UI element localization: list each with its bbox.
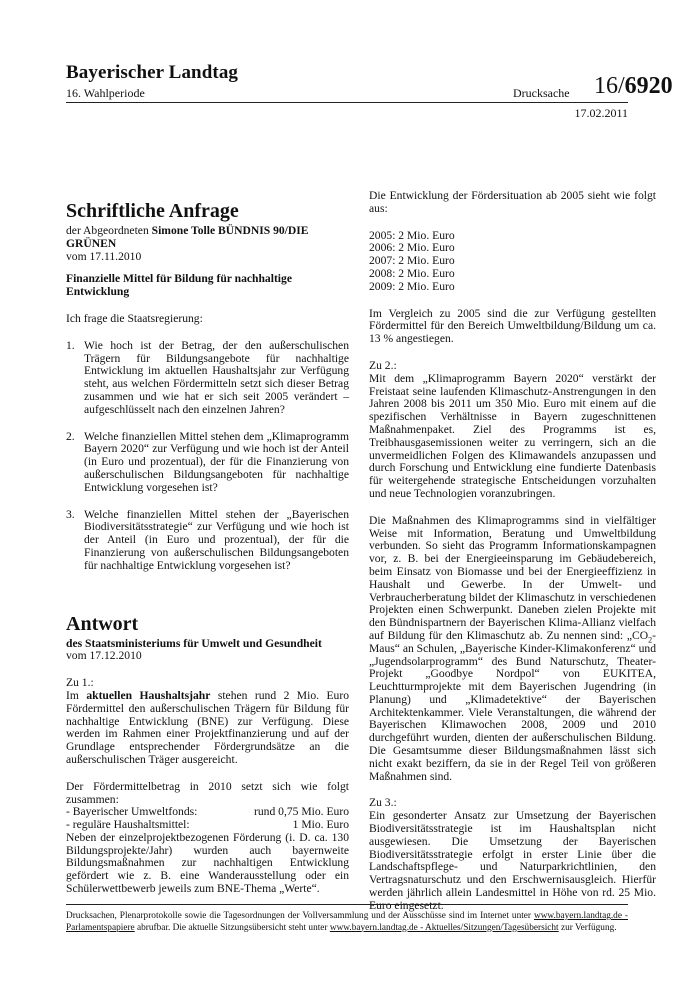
footer-text-3: zur Verfügung. (558, 922, 617, 933)
footer-rule (66, 904, 628, 905)
question-2-text: Welche finanziellen Mittel stehen dem „Klimaprogramm Bayern 2020“ zur Verfügung und wie hoch ist der Anteil (in Euro und prozentual), der für die Finanzierung von außerschulischen Bildungsangeboten für nachhaltige Entwicklung vorgesehen ist? (84, 429, 349, 494)
footer-link-parlamentspapiere[interactable]: www.bayern.landtag.de - Parlamentspapiere (66, 911, 628, 933)
footer-text-1: Drucksachen, Plenarprotokolle sowie die Tagesordnungen der Vollversammlung und der Ausschüsse sind im Internet unter (66, 911, 534, 921)
anfrage-intro: Ich frage die Staatsregierung: (66, 311, 203, 325)
zu3-label: Zu 3.: (369, 796, 397, 810)
question-3-text: Welche finanziellen Mittel stehen der „Bayerischen Biodiversitätsstrategie“ zur Verfügung und wie hoch ist der Anteil (in Euro und prozentual), der für die Finanzierung von außerschulischen Bildungsangeboten für nachhaltige Entwicklung vorgesehen ist? (84, 507, 349, 572)
zu2-label: Zu 2.: (369, 358, 397, 372)
question-1-text: Wie hoch ist der Betrag, der den außerschulischen Trägern für Bildungsangebote für nachhaltige Entwicklung im aktuellen Haushaltsjahr zur Verfügung steht, aus welchen Fördermitteln setzt sich dieser Betrag zusammen und wie hat er sich seit 2005 verändert – aufgeschlüsselt nach den einzelnen Jahren? (84, 338, 349, 416)
year-2005: 2005: 2 Mio. Euro (369, 228, 455, 242)
question-2 (66, 431, 349, 495)
zu2-paragraph-1: Mit dem „Klimaprogramm Bayern 2020“ verstärkt der Freistaat seine laufenden Klimaschutz-Anstrengungen in den Jahren 2008 bis 2011 um 350 Mio. Euro mit einem auf die spezifischen Verhältnisse in Bayern zugeschnittenen Maßnahmenpaket. Ziel des Programms ist es, Treibhausgasemissionen weiter zu verringern, sich an die unvermeidlichen Folgen des Klimawandels anzupassen und durch Forschung und Entwicklung eine fundierte Datenbasis für weitergehende strategische Entscheidungen vorzuhalten und neue Technologien voranzubringen. (369, 371, 656, 500)
question-3 (66, 509, 349, 573)
question-1 (66, 340, 349, 417)
anfrage-date: vom 17.11.2010 (66, 249, 142, 263)
footer-link-tagesuebersicht[interactable]: www.bayern.landtag.de - Aktuelles/Sitzungen/Tagesübersicht (329, 922, 559, 933)
zu1-breakdown-intro: Der Fördermittelbetrag in 2010 setzt sich wie folgt zusammen: (66, 779, 349, 806)
comparison-paragraph: Im Vergleich zu 2005 sind die zur Verfügung gestellten Fördermittel für den Bereich Umweltbildung/Bildung um ca. 13 % angestiegen. (369, 306, 656, 346)
year-2007: 2007: 2 Mio. Euro (369, 254, 455, 268)
development-intro: Die Entwicklung der Fördersituation ab 2005 sieht wie folgt aus: (369, 189, 656, 215)
drucksache-label: Drucksache (513, 86, 570, 100)
drucksache-number-prefix: 16/ (594, 73, 625, 99)
zu1-paragraph-3: Neben der einzelprojektbezogenen Förderung (i. D. ca. 130 Bildungsprojekte/Jahr) wurden auch bayernweite Bildungsmaßnahmen zur nachhaltigen Entwicklung gefördert wie z. B. eine Wanderausstellung oder ein Schülerwettbewerb jeweils zum BNE-Thema „Werte“. (66, 830, 349, 896)
year-2008: 2008: 2 Mio. Euro (369, 266, 455, 280)
anfrage-subject: Finanzielle Mittel für Bildung für nachhaltige Entwicklung (66, 272, 292, 299)
legislative-period: 16. Wahlperiode (66, 86, 145, 100)
breakdown-row-2 (66, 819, 349, 832)
zu1-pre: Im (66, 688, 87, 702)
antwort-heading: Antwort (66, 612, 139, 635)
zu1-label: Zu 1.: (66, 676, 94, 690)
document-date: 17.02.2011 (574, 106, 628, 120)
antwort-date: vom 17.12.2010 (66, 649, 142, 663)
parliament-title: Bayerischer Landtag (66, 62, 239, 83)
drucksache-number (594, 73, 673, 100)
question-2-number: 2. (66, 429, 75, 443)
question-1-number: 1. (66, 338, 75, 352)
zu2-paragraph-2-part-a: Die Maßnahmen des Klimaprogramms sind in vielfältiger Weise mit Information, Beratung und Umweltbildung verbunden. So sieht das Programm Informationskampagnen vor, z. B. bei der Energieeinsparung im Gebäudebereich, beim Einsatz von Biomasse und bei der Energieeffizienz in Haushalt und Gewerbe. In der Umwelt- und Verbraucherberatung bildet der Klimaschutz in verschiedenen Projekten einen Schwerpunkt. Daneben zielen Projekte mit den Bündnispartnern der Bayerischen Klima-Allianz vielfach auf Bildung für den Klimaschutz ab. Zu nennen sind: „CO (369, 513, 656, 642)
left-column (66, 200, 349, 896)
zu3-paragraph: Ein gesonderter Ansatz zur Umsetzung der Bayerischen Biodiversitätsstrategie ist im Haushaltsplan nicht ausgewiesen. Die Umsetzung der Bayerischen Biodiversitätsstrategie erfolgt in erster Linie über die Landschaftspflege- und Naturparkrichtlinien, den Vertragsnaturschutz und den Erschwernisausgleich. Hierfür werden jährlich allein Landesmittel in Höhe von rd. 25 Mio. Euro eingesetzt. (369, 809, 656, 912)
anfrage-heading: Schriftliche Anfrage (66, 200, 239, 222)
antwort-ministry: des Staatsministeriums für Umwelt und Gesundheit (66, 636, 322, 650)
anfrage-author: Simone Tolle BÜNDNIS 90/DIE GRÜNEN (66, 224, 309, 250)
breakdown-value-2: 1 Mio. Euro (292, 818, 349, 832)
breakdown-label-1: - Bayerischer Umweltfonds: (66, 805, 198, 819)
zu1-paragraph (66, 690, 349, 767)
zu1-bold: aktuellen Haushaltsjahr (86, 688, 211, 702)
zu2-paragraph-2 (369, 515, 656, 784)
footer-note (66, 911, 628, 934)
drucksache-number-main: 6920 (624, 73, 673, 99)
year-2009: 2009: 2 Mio. Euro (369, 279, 455, 293)
co2-subscript: 2 (648, 635, 653, 645)
zu1-post: stehen rund 2 Mio. Euro Fördermittel den außerschulischen Trägern für Bildung für nachhaltige Entwicklung (BNE) zur Verfügung. Diese werden im Rahmen einer Projektfinanzierung und auf der Grundlage entsprechender Fördergrundsätze an die außerschulischen Träger ausgereicht. (66, 688, 350, 766)
anfrage-author-line (66, 225, 349, 251)
footer-text-2: abrufbar. Die aktuelle Sitzungsübersicht steht unter (134, 922, 330, 933)
question-3-number: 3. (66, 507, 75, 521)
breakdown-label-2: - reguläre Haushaltsmittel: (66, 818, 190, 832)
zu2-paragraph-2-part-b: -Maus“ an Schulen, „Bayerische Kinder-Klimakonferenz“ und „Jugendsolarprogramm“ des Bund Naturschutz, Theater-Projekt „Goodbye Nordpol“ von EUKITEA, Leuchtturmprojekte mit dem Bayerischen Jugendring (in Planung) und „Klimadetektive“ der Bayerischen Architektenkammer. Viele Veranstaltungen, die während der Bayerischen Klimawochen 2008, 2009 und 2010 durchgeführt wurden, dienten der außerschulischen Bildung. Die Gesamtsumme dieser Bildungsmaßnahmen lässt sich nicht exakt beziffern, da sie in der Regel Teil von größeren Maßnahmen sind. (369, 628, 656, 783)
header-rule (66, 102, 628, 103)
year-2006: 2006: 2 Mio. Euro (369, 241, 455, 255)
anfrage-by-prefix: der Abgeordneten (66, 224, 152, 237)
right-column (369, 190, 656, 913)
breakdown-value-1: rund 0,75 Mio. Euro (254, 805, 349, 819)
